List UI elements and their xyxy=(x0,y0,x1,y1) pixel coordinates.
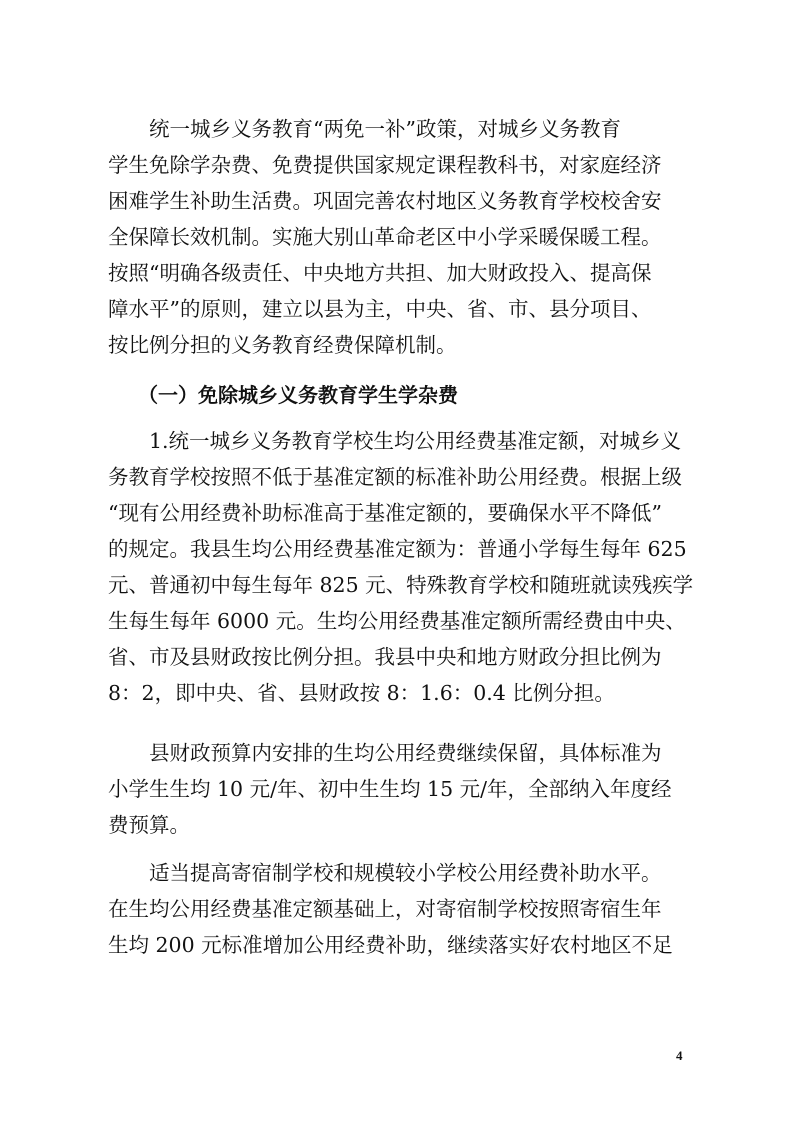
paragraph-1-line-1: 统一城乡义务教育“两免一补”政策，对城乡义务教育 xyxy=(108,117,621,141)
paragraph-3-line-2: 小学生生均 10 元/年、初中生生均 15 元/年，全部纳入年度经 xyxy=(108,777,672,801)
paragraph-2-line-8: 8：2，即中央、省、县财政按 8：1.6：0.4 比例分担。 xyxy=(108,681,615,705)
paragraph-2-line-5: 元、普通初中每生每年 825 元、特殊教育学校和随班就读残疾学 xyxy=(108,573,694,597)
paragraph-2-line-4: 的规定。我县生均公用经费基准定额为：普通小学每生每年 625 xyxy=(108,537,687,561)
section-heading: （一）免除城乡义务教育学生学杂费 xyxy=(108,383,458,407)
paragraph-1-line-3: 困难学生补助生活费。巩固完善农村地区义务教育学校校舍安 xyxy=(108,189,662,213)
paragraph-2-line-1: 1.统一城乡义务教育学校生均公用经费基准定额，对城乡义 xyxy=(108,429,682,453)
paragraph-4-line-2: 在生均公用经费基准定额基础上，对寄宿制学校按照寄宿生年 xyxy=(108,897,662,921)
paragraph-1-line-5: 按照“明确各级责任、中央地方共担、加大财政投入、提高保 xyxy=(108,261,652,285)
paragraph-1-line-7: 按比例分担的义务教育经费保障机制。 xyxy=(108,333,457,357)
paragraph-2-line-7: 省、市及县财政按比例分担。我县中央和地方财政分担比例为 xyxy=(108,645,662,669)
paragraph-1-line-4: 全保障长效机制。实施大别山革命老区中小学采暖保暖工程。 xyxy=(108,225,662,249)
page-number: 4 xyxy=(676,1048,683,1063)
paragraph-3-line-3: 费预算。 xyxy=(108,813,190,837)
paragraph-4-line-3: 生均 200 元标准增加公用经费补助，继续落实好农村地区不足 xyxy=(108,933,673,957)
paragraph-2-line-6: 生每生每年 6000 元。生均公用经费基准定额所需经费由中央、 xyxy=(108,609,686,633)
paragraph-4-line-1: 适当提高寄宿制学校和规模较小学校公用经费补助水平。 xyxy=(108,861,662,885)
paragraph-1-line-6: 障水平”的原则，建立以县为主，中央、省、市、县分项目、 xyxy=(108,297,652,321)
paragraph-3-line-1: 县财政预算内安排的生均公用经费继续保留，具体标准为 xyxy=(108,741,662,765)
paragraph-1-line-2: 学生免除学杂费、免费提供国家规定课程教科书，对家庭经济 xyxy=(108,153,662,177)
paragraph-2-line-2: 务教育学校按照不低于基准定额的标准补助公用经费。根据上级 xyxy=(108,465,682,489)
paragraph-2-line-3: “现有公用经费补助标准高于基准定额的，要确保水平不降低” xyxy=(108,501,662,525)
